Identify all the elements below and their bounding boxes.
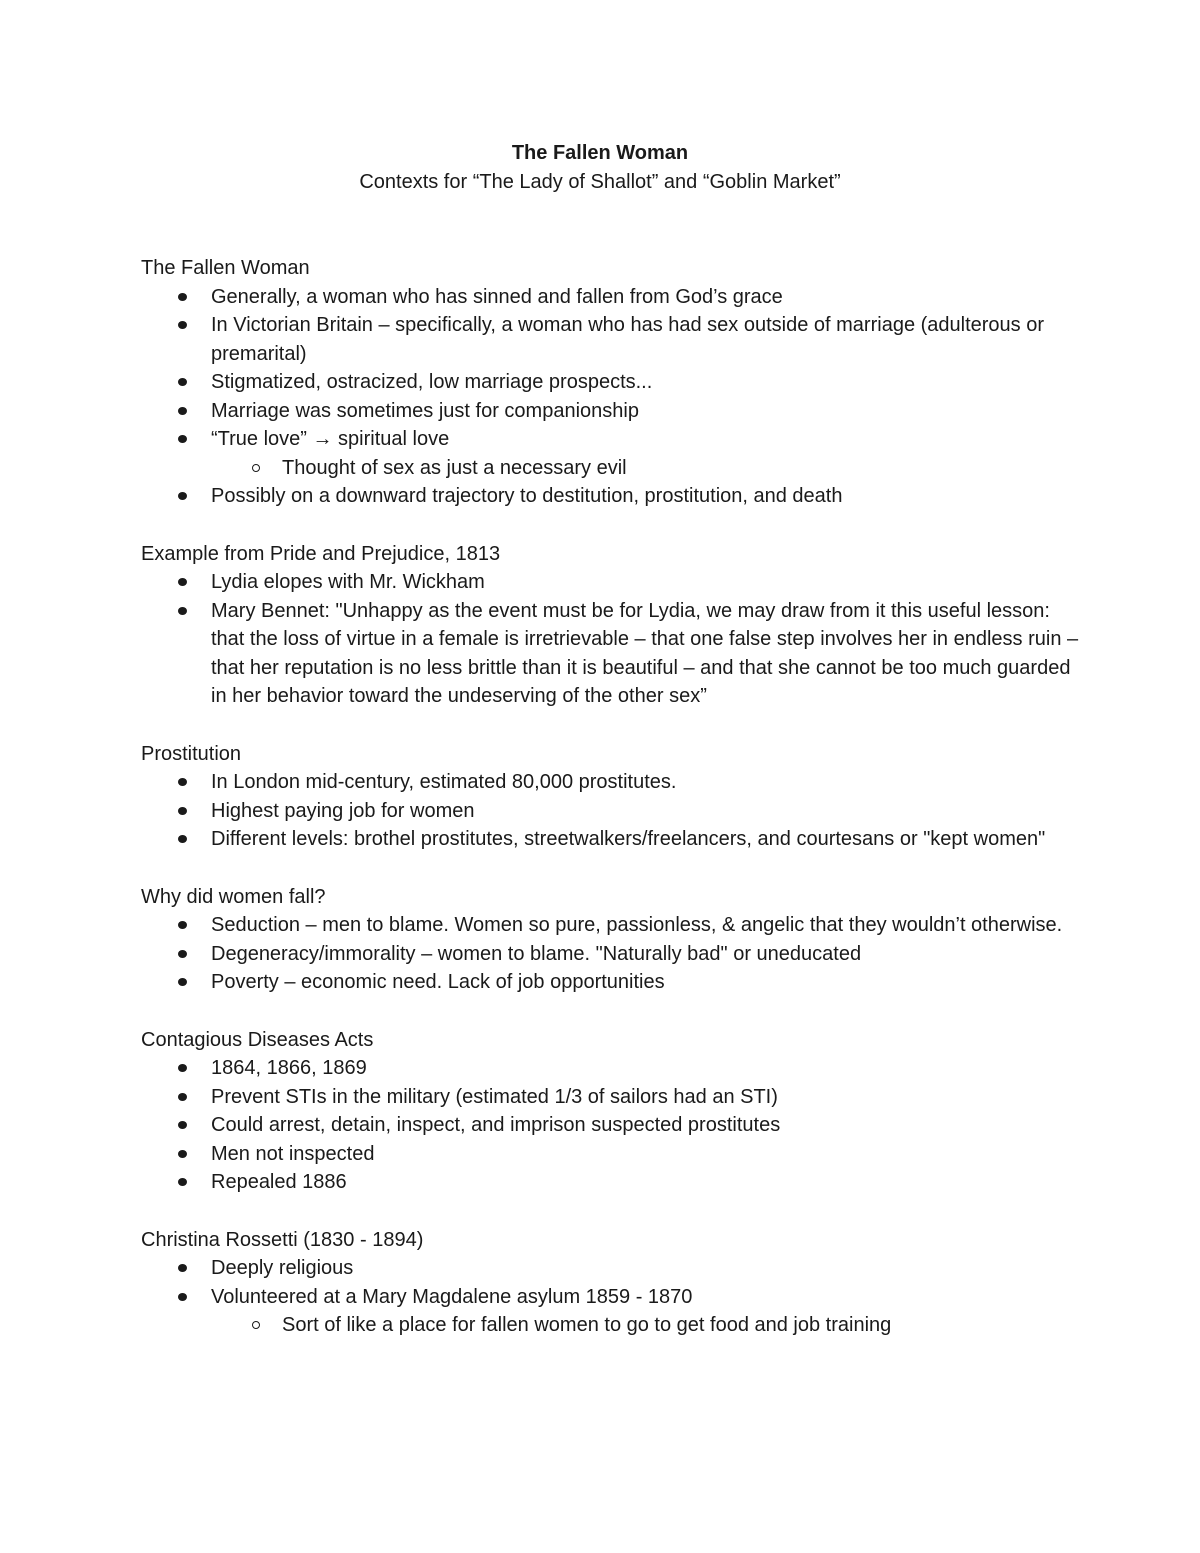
list-item-text: Degeneracy/immorality – women to blame. "Naturally bad" or uneducated <box>211 942 862 965</box>
section-heading: Contagious Diseases Acts <box>141 1028 374 1051</box>
list-item-text: Marriage was sometimes just for companionship <box>211 399 639 422</box>
bullet-dot-icon <box>178 778 187 786</box>
bullet-dot-icon <box>178 492 187 500</box>
list-item-text: Lydia elopes with Mr. Wickham <box>211 571 485 593</box>
bullet-dot-icon <box>178 835 187 843</box>
list-item-text: In Victorian Britain – specifically, a woman who has had sex outside of marriage (adulterous or premarital) <box>211 314 1045 365</box>
bullet-dot-icon <box>178 1178 187 1186</box>
document-title: The Fallen Woman <box>511 142 689 164</box>
list-item <box>141 825 1081 854</box>
document-subtitle: Contexts for “The Lady of Shallot” and “Goblin Market” <box>359 171 841 193</box>
bullet-list <box>141 768 1081 854</box>
list-item <box>141 768 1081 797</box>
list-item <box>141 1054 1081 1083</box>
section <box>141 254 1081 511</box>
list-item <box>141 425 1081 454</box>
bullet-dot-icon <box>178 578 187 586</box>
document-body <box>141 254 1081 1369</box>
section-heading: Christina Rossetti (1830 - 1894) <box>141 1228 424 1251</box>
list-item <box>141 1083 1081 1112</box>
list-item-text: In London mid-century, estimated 80,000 prostitutes. <box>211 771 677 793</box>
sub-list-item <box>141 1311 1081 1340</box>
bullet-list <box>141 911 1081 997</box>
list-item-text: Seduction – men to blame. Women so pure, passionless, & angelic that they wouldn’t otherwise. <box>211 914 1063 936</box>
section <box>141 1026 1081 1197</box>
section-heading: The Fallen Woman <box>141 257 310 279</box>
sub-list-item-text: Thought of sex as just a necessary evil <box>282 456 627 479</box>
list-item <box>141 368 1081 397</box>
bullet-dot-icon <box>178 1293 187 1301</box>
list-item <box>141 797 1081 826</box>
bullet-dot-icon <box>178 293 187 301</box>
bullet-dot-icon <box>178 1093 187 1101</box>
list-item-text: Deeply religious <box>211 1257 354 1279</box>
bullet-dot-icon <box>178 607 187 615</box>
list-item <box>141 1140 1081 1169</box>
list-item <box>141 311 1081 368</box>
list-item-text: Men not inspected <box>211 1142 375 1165</box>
bullet-dot-icon <box>178 407 187 415</box>
list-item-text: Possibly on a downward trajectory to destitution, prostitution, and death <box>211 485 843 507</box>
list-item <box>141 482 1081 511</box>
list-item-text: Highest paying job for women <box>211 799 475 822</box>
list-item <box>141 1168 1081 1197</box>
list-item <box>141 940 1081 969</box>
list-item <box>141 397 1081 426</box>
list-item <box>141 1283 1081 1312</box>
bullet-dot-icon <box>178 1150 187 1158</box>
bullet-dot-icon <box>178 1264 187 1272</box>
list-item-text: 1864, 1866, 1869 <box>211 1057 367 1079</box>
bullet-list <box>141 1054 1081 1197</box>
bullet-dot-icon <box>178 950 187 958</box>
bullet-circle-icon <box>252 1321 260 1329</box>
list-item <box>141 1111 1081 1140</box>
bullet-dot-icon <box>178 1121 187 1129</box>
bullet-dot-icon <box>178 1064 187 1072</box>
list-item-text: Poverty – economic need. Lack of job opportunities <box>211 971 665 993</box>
bullet-dot-icon <box>178 978 187 986</box>
section <box>141 1226 1081 1340</box>
bullet-dot-icon <box>178 435 187 443</box>
bullet-list <box>141 568 1081 711</box>
list-item-text: Could arrest, detain, inspect, and imprison suspected prostitutes <box>211 1114 781 1136</box>
bullet-circle-icon <box>252 464 260 472</box>
section <box>141 540 1081 711</box>
list-item-text: Volunteered at a Mary Magdalene asylum 1859 - 1870 <box>211 1285 693 1308</box>
list-item <box>141 911 1081 940</box>
section <box>141 883 1081 997</box>
list-item-text: “True love” → spiritual love <box>211 428 450 450</box>
list-item-text: Prevent STIs in the military (estimated 1/3 of sailors had an STI) <box>211 1085 778 1108</box>
list-item <box>141 597 1081 711</box>
list-item-text: Generally, a woman who has sinned and fallen from God’s grace <box>211 285 783 308</box>
list-item-text: Different levels: brothel prostitutes, streetwalkers/freelancers, and courtesans or "kept women" <box>211 828 1046 850</box>
bullet-dot-icon <box>178 321 187 329</box>
bullet-dot-icon <box>178 807 187 815</box>
section-heading: Why did women fall? <box>141 885 326 908</box>
sub-list-item-text: Sort of like a place for fallen women to go to get food and job training <box>282 1314 892 1336</box>
bullet-dot-icon <box>178 378 187 386</box>
list-item-text: Mary Bennet: "Unhappy as the event must be for Lydia, we may draw from it this useful lesson: that the loss of virtue in a female is irretrievable – that one false step involves her in endless ruin – that her reputation is no less brittle than it is beautiful – and that she cannot be too much guarded in her behavior toward the undeserving of the other sex” <box>211 599 1079 707</box>
bullet-dot-icon <box>178 921 187 929</box>
section <box>141 740 1081 854</box>
bullet-list <box>141 1254 1081 1340</box>
list-item <box>141 1254 1081 1283</box>
sub-list-item <box>141 454 1081 483</box>
list-item <box>141 568 1081 597</box>
list-item-text: Stigmatized, ostracized, low marriage prospects... <box>211 371 653 393</box>
bullet-list <box>141 283 1081 511</box>
section-heading: Prostitution <box>141 742 242 765</box>
list-item <box>141 283 1081 312</box>
list-item <box>141 968 1081 997</box>
section-heading: Example from Pride and Prejudice, 1813 <box>141 542 501 565</box>
list-item-text: Repealed 1886 <box>211 1171 347 1193</box>
